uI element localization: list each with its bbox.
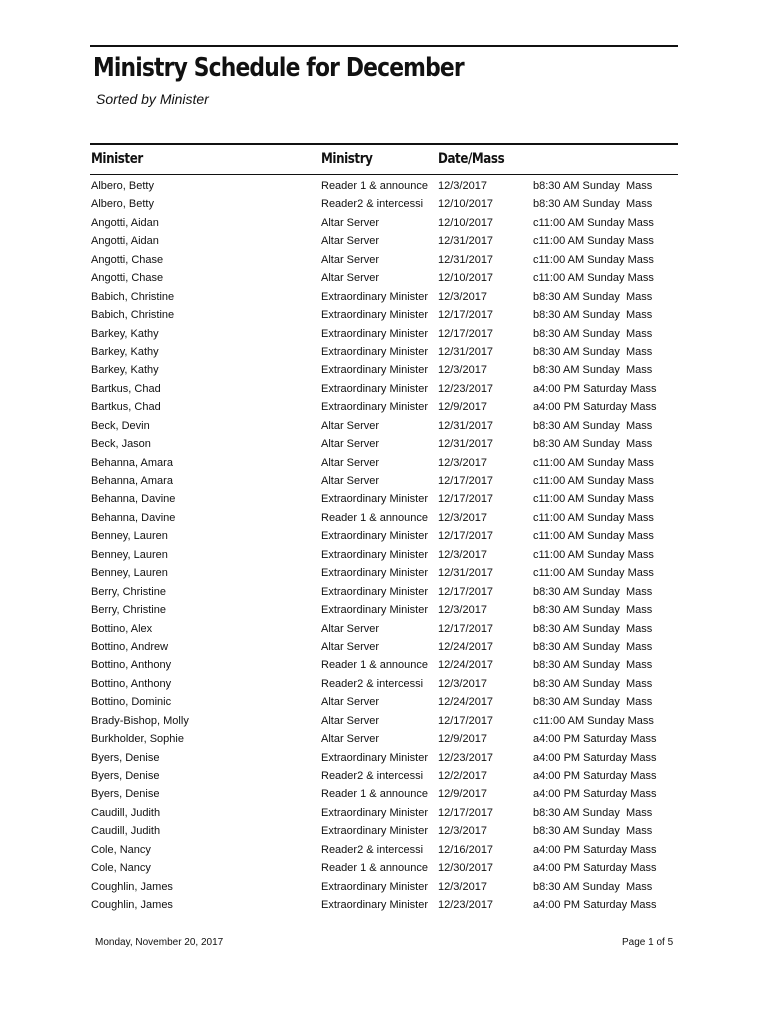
cell-minister: Babich, Christine (91, 309, 175, 322)
table-row (0, 712, 768, 730)
table-row (0, 896, 768, 914)
table-row (0, 785, 768, 803)
cell-mass: a4:00 PM Saturday Mass (533, 899, 657, 912)
cell-date: 12/9/2017 (438, 733, 487, 746)
table-row (0, 693, 768, 711)
cell-ministry: Extraordinary Minister (321, 345, 428, 358)
cell-ministry: Altar Server (321, 696, 380, 709)
cell-ministry: Extraordinary Minister (321, 548, 428, 561)
cell-ministry: Reader 1 & announce (321, 511, 429, 524)
cell-minister: Bottino, Anthony (91, 659, 172, 672)
cell-mass: c11:00 AM Sunday Mass (533, 567, 654, 580)
cell-date: 12/31/2017 (438, 345, 494, 358)
header-bottom-rule (90, 174, 678, 175)
table-row (0, 564, 768, 582)
table-row (0, 620, 768, 638)
cell-mass: c11:00 AM Sunday Mass (533, 216, 654, 229)
report-subtitle: Sorted by Minister (96, 91, 209, 107)
cell-ministry: Extraordinary Minister (321, 327, 428, 340)
cell-minister: Cole, Nancy (91, 843, 151, 856)
cell-ministry: Extraordinary Minister (321, 493, 428, 506)
cell-ministry: Extraordinary Minister (321, 382, 428, 395)
cell-mass: a4:00 PM Saturday Mass (533, 843, 657, 856)
cell-ministry: Extraordinary Minister (321, 806, 428, 819)
table-row (0, 749, 768, 767)
cell-minister: Behanna, Amara (91, 475, 173, 487)
cell-date: 12/10/2017 (438, 216, 494, 229)
cell-mass: b8:30 AM Sunday Mass (533, 419, 653, 432)
table-row (0, 306, 768, 324)
cell-ministry: Altar Server (321, 216, 380, 229)
cell-ministry: Reader2 & intercessi (321, 843, 424, 856)
cell-minister: Barkey, Kathy (91, 327, 159, 340)
cell-mass: c11:00 AM Sunday Mass (533, 714, 654, 727)
cell-minister: Benney, Lauren (91, 530, 168, 543)
cell-date: 12/17/2017 (438, 530, 494, 543)
cell-minister: Byers, Denise (91, 770, 160, 782)
cell-date: 12/3/2017 (438, 677, 487, 690)
table-row (0, 822, 768, 840)
cell-mass: b8:30 AM Sunday Mass (533, 327, 653, 340)
cell-mass: b8:30 AM Sunday Mass (533, 364, 653, 377)
cell-minister: Bartkus, Chad (91, 401, 161, 414)
cell-minister: Benney, Lauren (91, 548, 168, 561)
schedule-table-body (0, 177, 768, 915)
column-header-ministry: Ministry (321, 151, 373, 167)
cell-minister: Beck, Devin (91, 419, 150, 432)
cell-date: 12/3/2017 (438, 548, 487, 561)
table-row (0, 546, 768, 564)
cell-date: 12/17/2017 (438, 475, 494, 487)
cell-mass: a4:00 PM Saturday Mass (533, 382, 657, 395)
column-header-date-mass: Date/Mass (438, 151, 505, 167)
table-row (0, 656, 768, 674)
cell-date: 12/10/2017 (438, 272, 494, 285)
table-row (0, 859, 768, 877)
table-row (0, 251, 768, 269)
cell-minister: Albero, Betty (91, 180, 154, 192)
cell-ministry: Altar Server (321, 438, 380, 451)
cell-date: 12/31/2017 (438, 235, 494, 248)
cell-minister: Angotti, Chase (91, 272, 164, 285)
cell-minister: Brady-Bishop, Molly (91, 714, 189, 727)
cell-ministry: Altar Server (321, 456, 380, 469)
cell-mass: c11:00 AM Sunday Mass (533, 530, 654, 543)
cell-ministry: Reader 1 & announce (321, 659, 429, 672)
report-title: Ministry Schedule for December (93, 53, 464, 83)
cell-date: 12/17/2017 (438, 327, 494, 340)
cell-minister: Coughlin, James (91, 899, 173, 912)
cell-mass: b8:30 AM Sunday Mass (533, 880, 653, 893)
cell-ministry: Extraordinary Minister (321, 585, 428, 598)
cell-minister: Byers, Denise (91, 788, 160, 801)
cell-mass: c11:00 AM Sunday Mass (533, 511, 654, 524)
cell-minister: Bottino, Andrew (91, 640, 169, 653)
cell-minister: Angotti, Aidan (91, 235, 159, 248)
cell-minister: Albero, Betty (91, 198, 154, 211)
cell-minister: Bottino, Alex (91, 622, 153, 635)
cell-date: 12/24/2017 (438, 659, 494, 672)
cell-minister: Berry, Christine (91, 604, 166, 617)
cell-date: 12/9/2017 (438, 401, 487, 414)
cell-date: 12/3/2017 (438, 456, 487, 469)
cell-mass: c11:00 AM Sunday Mass (533, 235, 654, 248)
cell-date: 12/3/2017 (438, 825, 487, 838)
cell-date: 12/17/2017 (438, 622, 494, 635)
cell-ministry: Extraordinary Minister (321, 751, 428, 764)
cell-date: 12/3/2017 (438, 180, 487, 192)
cell-mass: b8:30 AM Sunday Mass (533, 806, 653, 819)
cell-minister: Angotti, Chase (91, 253, 164, 266)
table-row (0, 343, 768, 361)
cell-mass: a4:00 PM Saturday Mass (533, 733, 657, 746)
table-row (0, 269, 768, 287)
cell-date: 12/2/2017 (438, 770, 487, 782)
cell-mass: b8:30 AM Sunday Mass (533, 198, 653, 211)
cell-mass: b8:30 AM Sunday Mass (533, 438, 653, 451)
cell-ministry: Reader2 & intercessi (321, 770, 424, 782)
cell-mass: b8:30 AM Sunday Mass (533, 180, 653, 192)
table-row (0, 601, 768, 619)
header-top-rule (90, 143, 678, 145)
cell-date: 12/17/2017 (438, 493, 494, 506)
cell-ministry: Altar Server (321, 714, 380, 727)
cell-mass: b8:30 AM Sunday Mass (533, 622, 653, 635)
cell-mass: b8:30 AM Sunday Mass (533, 585, 653, 598)
cell-date: 12/3/2017 (438, 364, 487, 377)
table-row (0, 214, 768, 232)
table-row (0, 454, 768, 472)
cell-minister: Berry, Christine (91, 585, 166, 598)
cell-date: 12/24/2017 (438, 640, 494, 653)
cell-date: 12/3/2017 (438, 511, 487, 524)
table-row (0, 195, 768, 213)
cell-minister: Barkey, Kathy (91, 364, 159, 377)
cell-ministry: Extraordinary Minister (321, 290, 428, 303)
table-row (0, 417, 768, 435)
cell-date: 12/30/2017 (438, 862, 494, 875)
cell-mass: b8:30 AM Sunday Mass (533, 677, 653, 690)
cell-ministry: Reader 1 & announce (321, 788, 429, 801)
cell-ministry: Altar Server (321, 272, 380, 285)
cell-ministry: Reader 1 & announce (321, 180, 429, 192)
cell-date: 12/3/2017 (438, 290, 487, 303)
cell-date: 12/31/2017 (438, 438, 494, 451)
cell-mass: c11:00 AM Sunday Mass (533, 272, 654, 285)
cell-minister: Byers, Denise (91, 751, 160, 764)
cell-mass: c11:00 AM Sunday Mass (533, 493, 654, 506)
cell-ministry: Extraordinary Minister (321, 567, 428, 580)
cell-minister: Bottino, Anthony (91, 677, 172, 690)
table-row (0, 490, 768, 508)
cell-date: 12/10/2017 (438, 198, 494, 211)
cell-ministry: Extraordinary Minister (321, 899, 428, 912)
table-row (0, 232, 768, 250)
cell-minister: Cole, Nancy (91, 862, 151, 875)
cell-mass: b8:30 AM Sunday Mass (533, 696, 653, 709)
cell-mass: a4:00 PM Saturday Mass (533, 751, 657, 764)
top-rule (90, 45, 678, 47)
cell-ministry: Extraordinary Minister (321, 530, 428, 543)
cell-ministry: Reader2 & intercessi (321, 677, 424, 690)
cell-date: 12/31/2017 (438, 253, 494, 266)
cell-ministry: Extraordinary Minister (321, 825, 428, 838)
cell-ministry: Altar Server (321, 622, 380, 635)
cell-mass: b8:30 AM Sunday Mass (533, 309, 653, 322)
cell-minister: Behanna, Davine (91, 493, 176, 506)
table-row (0, 380, 768, 398)
table-row (0, 435, 768, 453)
cell-date: 12/17/2017 (438, 714, 494, 727)
cell-mass: b8:30 AM Sunday Mass (533, 604, 653, 617)
cell-date: 12/17/2017 (438, 806, 494, 819)
cell-minister: Caudill, Judith (91, 825, 161, 838)
cell-date: 12/23/2017 (438, 751, 494, 764)
footer-page-number: Page 1 of 5 (622, 937, 674, 948)
table-row (0, 527, 768, 545)
cell-minister: Benney, Lauren (91, 567, 168, 580)
cell-mass: c11:00 AM Sunday Mass (533, 548, 654, 561)
table-row (0, 177, 768, 195)
table-row (0, 767, 768, 785)
cell-mass: b8:30 AM Sunday Mass (533, 640, 653, 653)
cell-mass: b8:30 AM Sunday Mass (533, 345, 653, 358)
cell-ministry: Altar Server (321, 253, 380, 266)
cell-minister: Burkholder, Sophie (91, 733, 184, 746)
cell-date: 12/31/2017 (438, 567, 494, 580)
table-row (0, 325, 768, 343)
cell-date: 12/3/2017 (438, 604, 487, 617)
cell-mass: c11:00 AM Sunday Mass (533, 475, 654, 487)
cell-minister: Behanna, Amara (91, 456, 173, 469)
cell-minister: Caudill, Judith (91, 806, 161, 819)
cell-date: 12/3/2017 (438, 880, 487, 893)
table-row (0, 472, 768, 490)
cell-date: 12/17/2017 (438, 585, 494, 598)
cell-ministry: Altar Server (321, 235, 380, 248)
cell-minister: Bartkus, Chad (91, 382, 161, 395)
table-row (0, 804, 768, 822)
cell-minister: Babich, Christine (91, 290, 175, 303)
table-row (0, 730, 768, 748)
cell-ministry: Extraordinary Minister (321, 604, 428, 617)
cell-minister: Barkey, Kathy (91, 345, 159, 358)
cell-ministry: Altar Server (321, 475, 380, 487)
cell-date: 12/31/2017 (438, 419, 494, 432)
cell-mass: a4:00 PM Saturday Mass (533, 770, 657, 782)
table-row (0, 638, 768, 656)
table-row (0, 361, 768, 379)
cell-minister: Beck, Jason (91, 438, 151, 451)
table-row (0, 509, 768, 527)
cell-ministry: Extraordinary Minister (321, 401, 428, 414)
cell-ministry: Altar Server (321, 640, 380, 653)
cell-minister: Angotti, Aidan (91, 216, 159, 229)
cell-mass: b8:30 AM Sunday Mass (533, 659, 653, 672)
cell-mass: a4:00 PM Saturday Mass (533, 401, 657, 414)
cell-ministry: Extraordinary Minister (321, 309, 428, 322)
cell-ministry: Altar Server (321, 419, 380, 432)
table-row (0, 675, 768, 693)
cell-mass: c11:00 AM Sunday Mass (533, 253, 654, 266)
cell-mass: a4:00 PM Saturday Mass (533, 788, 657, 801)
footer-date: Monday, November 20, 2017 (95, 937, 224, 948)
cell-mass: b8:30 AM Sunday Mass (533, 825, 653, 838)
cell-minister: Coughlin, James (91, 880, 173, 893)
cell-date: 12/23/2017 (438, 382, 494, 395)
cell-date: 12/17/2017 (438, 309, 494, 322)
cell-ministry: Extraordinary Minister (321, 880, 428, 893)
cell-date: 12/9/2017 (438, 788, 487, 801)
table-row (0, 841, 768, 859)
table-row (0, 878, 768, 896)
cell-ministry: Reader 1 & announce (321, 862, 429, 875)
column-header-minister: Minister (91, 151, 143, 167)
cell-mass: c11:00 AM Sunday Mass (533, 456, 654, 469)
cell-ministry: Extraordinary Minister (321, 364, 428, 377)
cell-date: 12/24/2017 (438, 696, 494, 709)
cell-minister: Behanna, Davine (91, 511, 176, 524)
table-row (0, 288, 768, 306)
cell-mass: a4:00 PM Saturday Mass (533, 862, 657, 875)
cell-ministry: Reader2 & intercessi (321, 198, 424, 211)
cell-ministry: Altar Server (321, 733, 380, 746)
table-row (0, 398, 768, 416)
table-row (0, 583, 768, 601)
cell-date: 12/23/2017 (438, 899, 494, 912)
cell-date: 12/16/2017 (438, 843, 494, 856)
cell-mass: b8:30 AM Sunday Mass (533, 290, 653, 303)
cell-minister: Bottino, Dominic (91, 696, 172, 709)
